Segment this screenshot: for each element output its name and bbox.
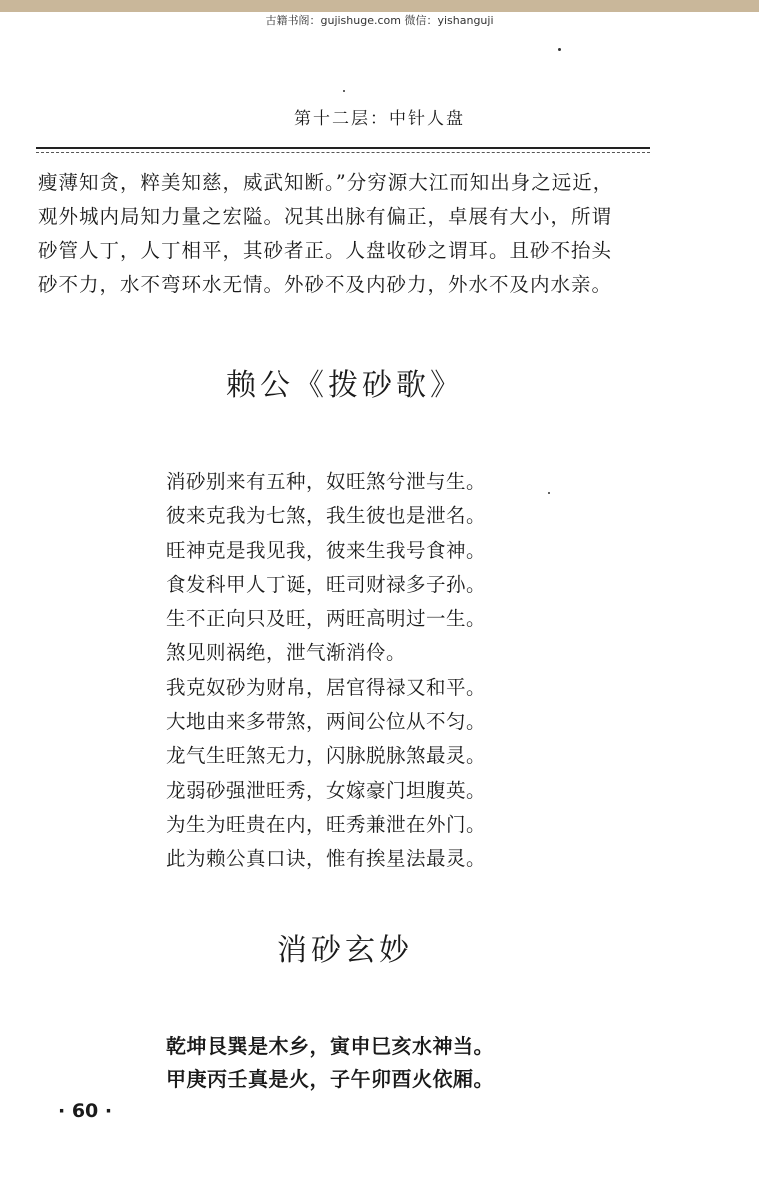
verse-line: 甲庚丙壬真是火，子午卯酉火依厢。 (166, 1067, 494, 1091)
top-border-strip (0, 0, 759, 12)
header-rule (36, 147, 650, 149)
verse-block-bosha-ge (166, 465, 526, 877)
running-head: 第十二层：中针人盘 (294, 109, 465, 129)
prose-paragraph (38, 166, 658, 302)
prose-line: 砂管人丁，人丁相平，其砂者正。人盘收砂之谓耳。且砂不抬头 (38, 239, 613, 262)
scan-speck (558, 48, 561, 51)
verse-line: 生不正向只及旺，两旺高明过一生。 (166, 607, 487, 631)
verse-line: 为生为旺贵在内，旺秀兼泄在外门。 (166, 812, 487, 836)
section-title-xiaosha-xuanmiao: 消砂玄妙 (277, 933, 413, 968)
verse-line: 龙弱砂强泄旺秀，女嫁豪门坦腹英。 (166, 778, 487, 802)
verse-line: 彼来克我为七煞，我生彼也是泄名。 (166, 504, 487, 528)
prose-line: 砂不力，水不弯环水无情。外砂不及内砂力，外水不及内水亲。 (38, 273, 613, 296)
verse-line: 我克奴砂为财帛，居官得禄又和平。 (166, 675, 487, 699)
section-title-bosha-ge: 赖公《拨砂歌》 (226, 368, 464, 403)
verse-line: 煞见则祸绝，泄气渐消伶。 (166, 641, 407, 665)
scan-speck (343, 90, 345, 92)
scan-speck (548, 492, 550, 494)
verse-line: 龙气生旺煞无力，闪脉脱脉煞最灵。 (166, 744, 487, 768)
watermark-text: 古籍书阁：gujishuge.com 微信：yishanguji (265, 14, 494, 27)
verse-line: 此为赖公真口诀，惟有挨星法最灵。 (166, 847, 487, 871)
verse-line: 大地由来多带煞，两间公位从不匀。 (166, 710, 487, 734)
verse-line: 消砂别来有五种，奴旺煞兮泄与生。 (166, 470, 487, 493)
prose-line: 瘦薄知贪，粹美知慈，威武知断。”分穷源大江而知出身之远近， (38, 171, 614, 194)
header-rule-dashed (36, 152, 650, 153)
verse-block-xiaosha-xuanmiao (166, 1030, 526, 1096)
page-number: · 60 · (58, 1100, 113, 1122)
prose-line: 观外城内局知力量之宏隘。况其出脉有偏正，卓展有大小，所谓 (38, 205, 613, 228)
verse-line: 乾坤艮巽是木乡，寅申巳亥水神当。 (166, 1034, 494, 1058)
verse-line: 旺神克是我见我，彼来生我号食神。 (166, 538, 487, 562)
verse-line: 食发科甲人丁诞，旺司财禄多子孙。 (166, 572, 487, 596)
